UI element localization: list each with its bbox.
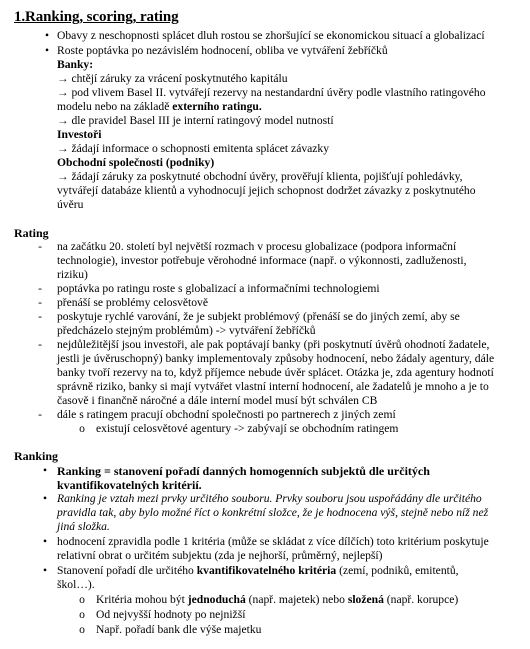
ranking-italic-line: pravidla tak, aby bylo možné říct o konkrétní složce, že je hodnocena výš, stejně nebo níž než xyxy=(57,506,489,519)
rating-item-line: časově i finančně náročné a dále interní model musí být schválen CB xyxy=(57,394,378,407)
rating-item-line: riziku) xyxy=(57,268,88,281)
rating-item-line: dále s ratingem pracují obchodní společnosti po partnerech z jiných zemí xyxy=(57,408,396,421)
rating-item-line: poptávka po ratingu roste s globalizací a informačními technologiemi xyxy=(57,282,380,295)
circle-marker: o xyxy=(79,608,85,621)
ranking-italic-line: jiná složka. xyxy=(57,520,110,533)
rating-item-line: správně riziko, banky si mají vytvářet vlastní interní hodnocení, ale žadatelů je mnoho a je to xyxy=(57,380,489,393)
ranking-line-bold: kvantifikovatelného kritéria xyxy=(196,564,337,577)
obchodni-line: úvěru xyxy=(57,198,84,211)
ranking-sub-item xyxy=(96,593,458,607)
ranking-sub-item: Např. pořadí bank dle výše majetku xyxy=(96,623,262,636)
rating-item-line: na začátku 20. století byl největší rozmach v procesu globalizace (podpora informační xyxy=(57,240,457,253)
banky-line: → dle pravidel Basel III je interní ratingový model nutností xyxy=(57,114,334,127)
rating-item-line: poskytuje rychlé varování, že je subjekt problémový (přenáší se do jiných zemí, aby se xyxy=(57,310,460,323)
ranking-line-text: (zemí, podniků, emitentů, xyxy=(336,564,459,577)
dash-marker: - xyxy=(38,240,42,253)
rating-item-line: předcházelo stejným problémům) -> vytváření žebříčků xyxy=(57,324,316,337)
ranking-line: relativní obrat o určitém subjektu (zda je nejhorší, průměrný, nejlepší) xyxy=(57,549,383,562)
rating-heading: Rating xyxy=(14,226,49,240)
sub-text: (např. korupce) xyxy=(383,593,459,606)
bullet-dot: • xyxy=(42,492,48,505)
bullet-text: Roste poptávka po nezávislém hodnocení, obliba ve vytváření žebříčků xyxy=(57,44,388,57)
page-title: 1.Ranking, scoring, rating xyxy=(14,9,179,25)
bullet-dot: • xyxy=(44,29,50,42)
ranking-heading: Ranking xyxy=(14,449,59,463)
investori-label: Investoři xyxy=(57,128,102,141)
dash-marker: - xyxy=(38,408,42,421)
bullet-dot: • xyxy=(42,464,48,477)
obchodni-label: Obchodní společnosti (podniky) xyxy=(57,156,215,169)
bullet-dot: • xyxy=(42,564,48,577)
sub-text: (např. majetek) nebo xyxy=(245,593,348,606)
dash-marker: - xyxy=(38,338,42,351)
dash-marker: - xyxy=(38,282,42,295)
banky-line: → chtějí záruky za vrácení poskytnutého kapitálu xyxy=(57,72,288,85)
bullet-dot: • xyxy=(44,44,50,57)
rating-item-line: přenáší se problémy celosvětově xyxy=(57,296,208,309)
investori-line: → žádají informace o schopnosti emitenta splácet závazky xyxy=(57,142,330,155)
banky-label: Banky: xyxy=(57,58,94,71)
banky-line xyxy=(57,100,262,114)
ranking-line: hodnocení zpravidla podle 1 kritéria (může se skládat z více dílčích) toto kritérium poskytuje xyxy=(57,535,489,548)
circle-marker: o xyxy=(79,623,85,636)
ranking-definition: Ranking = stanovení pořadí danných homogenních subjektů dle určitých xyxy=(57,464,430,478)
dash-marker: - xyxy=(38,296,42,309)
rating-item-line: banky tvoří rezervy na to, když příjemce nebude úvěr splácet. Otázka je, zda agentury hodnotí xyxy=(57,366,494,379)
bullet-text: Obavy z neschopnosti splácet dluh rostou se zhoršující se ekonomickou situací a globalizací xyxy=(57,29,485,42)
bullet-dot: • xyxy=(42,535,48,548)
sub-bold: složená xyxy=(347,593,384,606)
banky-line: → pod vlivem Basel II. vytvářejí rezervy na nestandardní úvěry podle vlastního ratingového xyxy=(57,86,486,99)
ranking-sub-item: Od nejvyšší hodnoty po nejnižší xyxy=(96,608,246,621)
banky-line-bold: externího ratingu. xyxy=(172,100,262,113)
circle-marker: o xyxy=(79,593,85,606)
ranking-line xyxy=(57,564,459,578)
rating-item-line: technologie), investor potřebuje věrohodné informace (např. o výkonnosti, zadluženosti, xyxy=(57,254,467,267)
ranking-definition: kvantifikovatelných kritérií. xyxy=(57,478,202,492)
rating-item-line: nejdůležitější jsou investoři, ale pak poptávají banky (při poskytnutí úvěrů ohodnotí žadatele, xyxy=(57,338,490,351)
sub-bold: jednoduchá xyxy=(187,593,246,606)
ranking-line-text: Stanovení pořadí dle určitého xyxy=(57,564,197,577)
obchodni-line: vytvářejí databáze klientů a vyhodnocují jejich schopnost dodržet závazky z poskytnutého xyxy=(57,184,476,197)
circle-marker: o xyxy=(79,422,85,435)
rating-item-line: jestli je úvěruschopný) banky implementovaly způsoby hodnocení, nebo žádaly agentury, dále xyxy=(57,352,495,365)
dash-marker: - xyxy=(38,310,42,323)
banky-line-text: modelu nebo na základě xyxy=(57,100,173,113)
ranking-line: škol…). xyxy=(57,578,95,591)
ranking-italic-line: Ranking je vztah mezi prvky určitého souboru. Prvky souboru jsou uspořádány dle určitého xyxy=(57,492,482,505)
obchodni-line: → žádají záruky za poskytnuté obchodní úvěry, prověřují klienta, pojišťují pohledávky, xyxy=(57,170,463,183)
sub-text: Kritéria mohou být xyxy=(96,593,188,606)
rating-sub-item: existují celosvětové agentury -> zabývají se obchodním ratingem xyxy=(96,422,399,435)
